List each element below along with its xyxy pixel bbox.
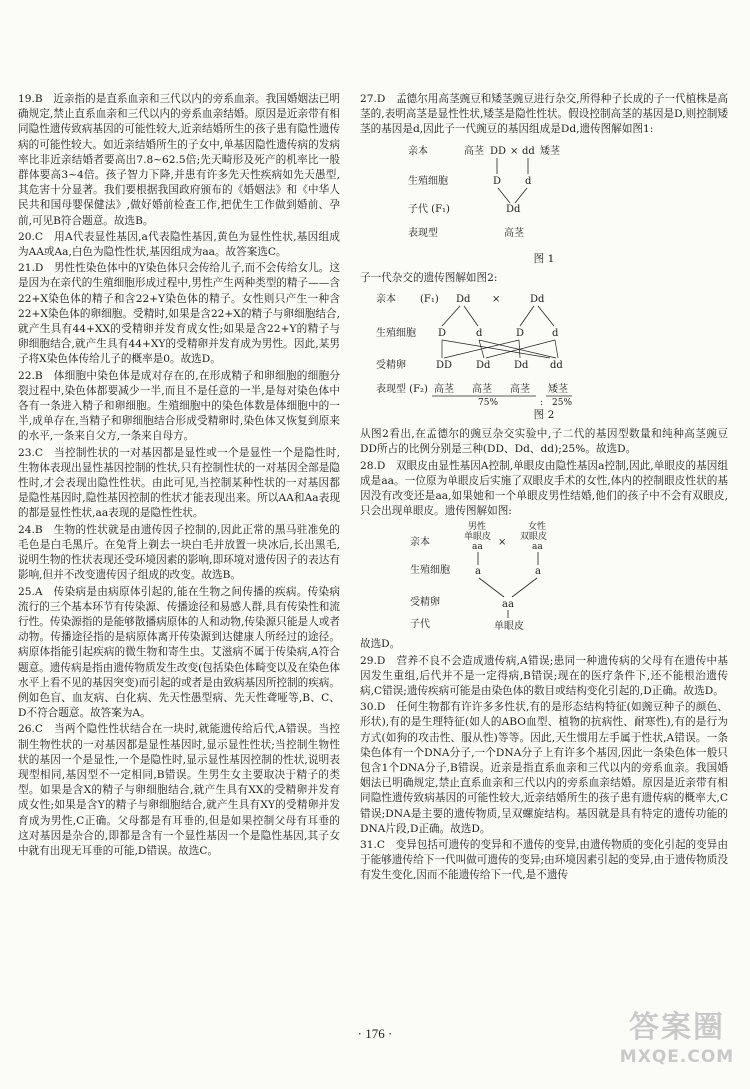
genetic-diagram-fig3 — [360, 521, 728, 635]
fig2-zygote-3: Dd — [514, 360, 529, 372]
fig2-cross: × — [492, 294, 501, 306]
right-column — [360, 92, 728, 885]
fig2-phenotype-3: 高茎 — [510, 384, 530, 396]
fig2-parent2: Dd — [530, 294, 545, 306]
answer-26: 26.C 当两个隐性性状结合在一块时,就能遗传给后代,A错误。当控制生物性状的一对基因都是显性基因时,显示显性性状;当控制生物性状的基因一个是显性,一个是隐性时,显示显性基因控制的性状,说明表现型相同,基因型不一定相同,B错误。生男生女主要取决于精子的类型。如果是含X的精子与卵细胞结合,就产生具有XX的受精卵并发育成女性;如果是含Y的精子与卵细胞结合,就产生具有XY的受精卵并发育成为男性,C正确。父母都是有耳垂的,但是如果控制父母有耳垂的这对基因是杂合的,即都是含有一个显性基因一个是隐性基因,其子女中就有出现无耳垂的可能,D错误。故选C。 — [18, 723, 340, 857]
fig3-female-trait: 双眼皮 — [520, 532, 548, 543]
fig1-cross: × — [510, 145, 519, 157]
fig2-gamete-4: d — [552, 328, 559, 340]
fig3-gamete1: a — [475, 566, 481, 578]
fig2-zygote-2: Dd — [476, 360, 491, 372]
fig1-phenotype: 高茎 — [504, 227, 524, 239]
fig3-male-label: 男性 — [468, 522, 487, 533]
fig3-female-genotype: aa — [532, 542, 543, 553]
fig2-phenotype-2: 高茎 — [472, 384, 492, 396]
answer-28-end: 故选D。 — [360, 638, 401, 651]
fig3-row-gametes: 生殖细胞 — [410, 565, 450, 577]
answer-23: 23.C 当控制性状的一对基因都是显性或一个是显性一个是隐性时,生物体表现出显性基因控制的性状,只有控制性状的一对基因全部是隐性时,才会表现出隐性性状。由此可见,当控制某种性状的一对基因都是隐性基因时,隐性基因控制的性状才能表现出来。所以AA和Aa表现的都是显性性状,aa表现的是隐性性状。 — [18, 446, 340, 520]
fig1-parent2-phenotype: 矮茎 — [540, 145, 560, 157]
answer-25: 25.A 传染病是由病原体引起的,能在生物之间传播的疾病。传染病流行的三个基本环节有传染源、传播途径和易感人群,具有传染性和流行性。传染源指的是能够散播病原体的人和动物,传染源只能是人或者动物。传播途径指的是病原体离开传染源到达健康人所经过的途径。病原体指能引起疾病的微生物和寄生虫。艾滋病不属于传染病,A符合题意。遗传病是指由遗传物质发生改变(包括染色体畸变以及在染色体水平上看不见的基因突变)而引起的或者是由致病基因所控制的疾病。例如色盲、血友病、白化病、先天性愚型病、先天性聋哑等,B、C、D不符合题意。故答案为A。 — [18, 585, 340, 720]
fig1-parent1-genotype: DD — [490, 145, 507, 157]
watermark-line1: 答案圈 — [629, 1010, 725, 1045]
fig2-parent1: Dd — [456, 294, 471, 306]
answer-21: 21.D 男性性染色体中的Y染色体只会传给儿子,而不会传给女儿。这是因为在亲代的生殖细胞形成过程中,男性产生两种类型的精子——含22+X染色体的精子和含22+Y染色体的精子。女性则只产生一种含22+X染色体的卵细胞。受精时,如果是含22+X的精子与卵细胞结合,就产生具有44+XX的受精卵并发育成女性;如果是含22+Y的精子与卵细胞结合,就产生具有44+XY的受精卵并发育成为男性。因此,某男子将X染色体传给儿子的概率是0。故选D。 — [18, 262, 340, 366]
fig3-gamete2: a — [535, 566, 541, 578]
fig3-male-genotype: aa — [472, 542, 483, 553]
fig2-row-gametes: 生殖细胞 — [376, 328, 416, 340]
fig1-parent2-genotype: dd — [522, 145, 535, 157]
fig3-cross: × — [498, 537, 507, 549]
fig3-offspring-trait: 单眼皮 — [494, 621, 524, 633]
fig2-row-parent: 亲本 — [376, 294, 396, 306]
fig1-gamete2: d — [525, 175, 532, 187]
fig2-caption: 图 2 — [533, 409, 555, 422]
fig3-row-offspring: 子代 — [410, 619, 430, 631]
fig1-arrow-g1 — [498, 188, 510, 203]
fig2-gamete-3: D — [516, 328, 525, 340]
fig2-gamete-2: d — [476, 328, 483, 340]
fig2-zygote-4: dd — [550, 360, 563, 372]
fig1-row-parent: 亲本 — [408, 145, 428, 157]
fig3-row-parent: 亲本 — [410, 537, 430, 549]
genetic-diagram-fig1 — [360, 140, 728, 250]
fig1-row-offspring: 子代 (F₁) — [408, 203, 450, 215]
fig2-ratio-right: 25% — [552, 398, 573, 407]
answer-24: 24.B 生物的性状就是由遗传因子控制的,因此正常的黑马驻准免的毛色是白毛黑斤。在兔背上剃去一块白毛并放置一块冰后,长出黑毛,说明生物的性状表现还受环境因素的影响,即环境对遗传因子的表达有影响,但并不改变遗传因子组成的改变。故选B。 — [18, 523, 340, 582]
answer-31: 31.C 变异包括可遗传的变异和不遗传的变异,由遗传物质的变化引起的变异由于能够遗传给下一代叫做可遗传的变异;由环境因素引起的变异,由于遗传物质没有发生变化,因而不能遗传给下一代,是不遗传 — [360, 839, 728, 882]
fig3-zygote: aa — [502, 599, 514, 611]
fig1-row-gametes: 生殖细胞 — [408, 175, 448, 187]
fig3-male-trait: 单眼皮 — [464, 532, 492, 543]
fig2-row-f1: (F₁) — [420, 294, 439, 306]
fig2-row-phenotype: 表现型 (F₂) — [376, 384, 428, 396]
left-column — [18, 92, 340, 860]
fig2-ratio-sep: : — [540, 398, 544, 407]
answer-27: 27.D 孟德尔用高茎豌豆和矮茎豌豆进行杂交,所得种子长成的子一代植株是高茎的,表明高茎是显性性状,矮茎是隐性性状。假设控制高茎的基因是D,则控制矮茎的基因是d,因此子一代豌豆的基因组成是Dd,遗传图解如图1: — [360, 93, 728, 136]
watermark-logo — [612, 1010, 742, 1082]
fig2-conclusion: 从图2看出,在孟德尔的豌豆杂交实验中,子二代的基因型数量和纯种高茎豌豆DD所占的比例分别是三种(DD、Dd、dd);25%。故选D。 — [360, 428, 728, 456]
answer-28: 28.D 双眼皮由显性基因A控制,单眼皮由隐性基因a控制,因此,单眼皮的基因组成是aa。一位原为单眼皮后实施了双眼皮手术的女性,体内的控制眼皮性状的基因没有改变还是aa,如果她和一个单眼皮男性结婚,他们的孩子中不会有双眼皮,只会出现单眼皮。遗传图解如图: — [360, 459, 728, 518]
fig2-phenotype-1: 高茎 — [434, 384, 454, 396]
fig2-gamete-1: D — [438, 328, 447, 340]
fig3-female-label: 女性 — [528, 522, 547, 533]
fig1-caption: 图 1 — [533, 252, 555, 265]
fig2-ratio-left: 75% — [478, 398, 499, 407]
answer-20: 20.C 用A代表显性基因,a代表隐性基因,黄色为显性性状,基因组成为AA或Aa,白色为隐性性状,基因组成为aa。故答案选C。 — [18, 230, 340, 259]
answer-29: 29.D 营养不良不会造成遗传病,A错误;患同一种遗传病的父母有在遗传中基因发生重组,后代并不是一定得病,B错误;现在的医疗条件下,还不能根治遗传病,C错误;遗传疾病可能是由染色体的数目或结构变化引起的,D正确。故选D。 — [360, 654, 728, 698]
genetic-diagram-fig2 — [360, 288, 728, 406]
fig1-offspring: Dd — [506, 203, 521, 215]
fig1-arrow-g2 — [515, 188, 527, 203]
answer-30: 30.D 任何生物都有许许多多性状,有的是形态结构特征(如豌豆种子的颜色、形状),有的是生理特征(如人的ABO血型、植物的抗病性、耐寒性),有的是行为方式(如狗的攻击性、服从性)等等。因此,天生惯用左手属于性状,A错误。一条染色体有一个DNA分子,一个DNA分子上有许多个基因,因此一条染色体一般只包含1个DNA分子,B错误。近亲是指直系血亲和三代以内的旁系血亲。我国婚姻法已明确规定,禁止直系血亲和三代以内的旁系血亲结婚。原因是近亲带有相同隐性遗传致病基因的可能性较大,近亲结婚所生的孩子患有遗传病的概率大,C错误;DNA是主要的遗传物质,呈双螺旋结构。基因就是具有特定的遗传功能的DNA片段,D正确。故选D。 — [360, 701, 728, 835]
watermark-line2: MXQE.COM — [619, 1047, 735, 1067]
fig2-row-zygote: 受精卵 — [376, 360, 406, 372]
fig2-phenotype-4: 矮茎 — [548, 384, 568, 396]
fig1-gamete1: D — [493, 175, 502, 187]
answer-22: 22.B 体细胞中染色体是成对存在的,在形成精子和卵细胞的细胞分裂过程中,染色体都要减少一半,而且不是任意的一半,是每对染色体中各有一条进入精子和卵细胞。生殖细胞中的染色体数是体细胞中的一半,成单存在,当精子和卵细胞结合形成受精卵时,染色体又恢复到原来的水平,一条来自父方,一条来自母方。 — [18, 369, 340, 443]
fig3-row-zygote: 受精卵 — [410, 597, 440, 609]
fig1-parent1-phenotype: 高茎 — [464, 145, 484, 157]
fig2-zygote-1: DD — [436, 360, 453, 372]
answer-19: 19.B 近亲指的是直系血亲和三代以内的旁系血亲。我国婚姻法已明确规定,禁止直系血亲和三代以内的旁系血亲结婚。原因是近亲带有相同隐性遗传致病基因的可能性较大,近亲结婚所生的孩子患有隐性遗传病的可能性较大。如近亲结婚所生的子女中,单基因隐性遗传病的发病率比非近亲结婚者要高出7.8~62.5倍;先天畸形及死产的机率比一般群体要高3~4倍。孩子智力下降,并患有许多先天性疾病如先天愚型,其危害十分显著。我们要根据我国政府颁布的《婚姻法》和《中华人民共和国母婴保健法》,做好婚前检查工作,把优生工作做到婚前、孕前,可见B符合题意。故选B。 — [18, 93, 340, 227]
fig2-intro: 子一代杂交的遗传图解如图2: — [360, 271, 498, 284]
fig1-row-phenotype: 表现型 — [408, 227, 438, 239]
page-number: · 176 · — [357, 1026, 393, 1041]
